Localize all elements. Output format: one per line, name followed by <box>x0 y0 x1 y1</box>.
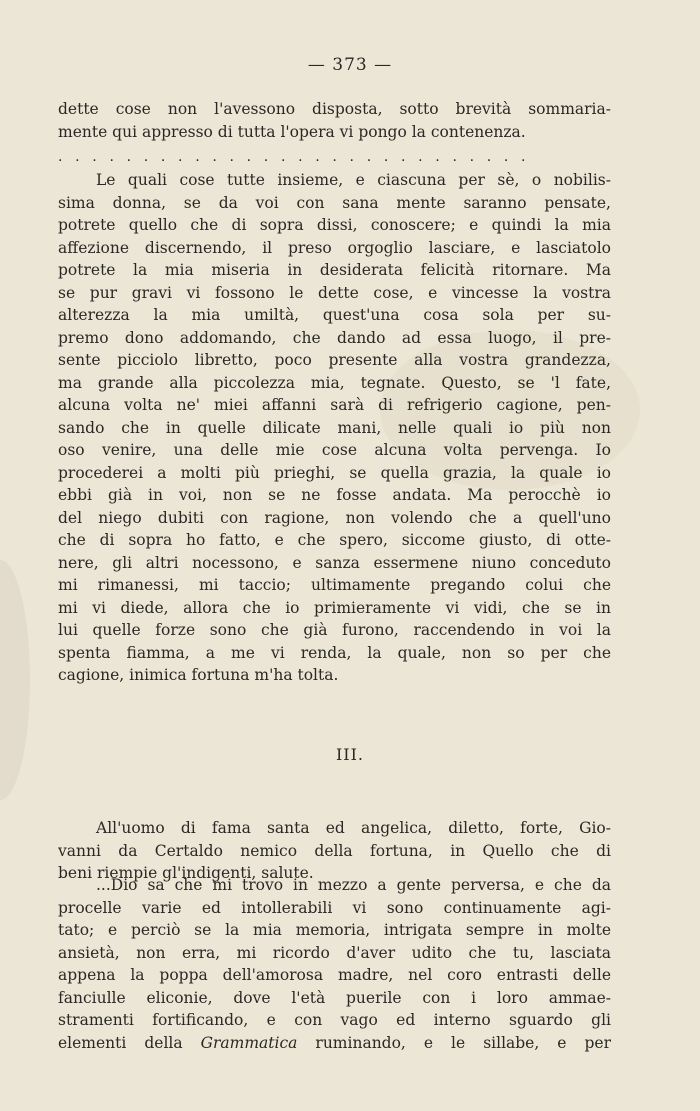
text-line: beni riempie gl'indigenti, salute. <box>58 864 314 882</box>
text-line: ansietà, non erra, mi ricordo d'aver udito che tu, lasciata <box>58 943 611 962</box>
paragraph-letter-closing <box>58 169 611 687</box>
page-number: — 373 — <box>307 55 393 75</box>
text-line-with-italic <box>58 1032 611 1055</box>
text-line: potrete la mia miseria in desiderata felicità ritornare. Ma <box>58 261 611 279</box>
text-line: affezione discernendo, il preso orgoglio lasciare, e lasciatolo <box>58 238 611 257</box>
paragraph-letter-body <box>58 874 611 1054</box>
italic-title: Grammatica <box>200 1033 298 1052</box>
text-line: cagione, inimica fortuna m'ha tolta. <box>58 666 339 684</box>
text-line: premo dono addomando, che dando ad essa luogo, il pre- <box>58 328 611 347</box>
omission-dots: ............................ <box>58 149 539 165</box>
text-line: oso venire, una delle mie cose alcuna volta pervenga. Io <box>58 441 611 459</box>
text-line: alcuna volta ne' miei affanni sarà di refrigerio cagione, pen- <box>58 396 611 414</box>
text-line: che di sopra ho fatto, e che spero, siccome giusto, di otte- <box>58 531 611 549</box>
paper-stain <box>0 560 30 800</box>
text-line: Le quali cose tutte insieme, e ciascuna per sè, o nobilis- <box>96 171 611 189</box>
text-line: lui quelle forze sono che già furono, raccendendo in voi la <box>58 621 611 639</box>
text-line: ma grande alla piccolezza mia, tegnate. Questo, se 'l fate, <box>58 373 611 392</box>
text-line: vanni da Certaldo nemico della fortuna, in Quello che di <box>58 841 611 860</box>
text-line: mi vi diede, allora che io primieramente vi vidi, che se in <box>58 598 611 617</box>
text-line: mi rimanessi, mi taccio; ultimamente pregando colui che <box>58 576 611 594</box>
ellipsis-row <box>58 146 611 168</box>
text-line: spenta fiamma, a me vi renda, la quale, non so per che <box>58 643 611 662</box>
text-line: appena la poppa dell'amorosa madre, nel coro entrasti delle <box>58 966 611 984</box>
text-line: potrete quello che di sopra dissi, conoscere; e quindi la mia <box>58 216 611 234</box>
text-fragment: elementi della <box>58 1033 201 1052</box>
text-line: ...Dio sa che mi trovo in mezzo a gente perversa, e che da <box>96 876 611 894</box>
text-line: sima donna, se da voi con sana mente saranno pensate, <box>58 193 611 212</box>
text-line: sando che in quelle dilicate mani, nelle quali io più non <box>58 418 611 437</box>
text-line: ebbi già in voi, non se ne fosse andata. Ma perocchè io <box>58 486 611 504</box>
text-line: alterezza la mia umiltà, quest'una cosa sola per su- <box>58 306 611 324</box>
section-heading: III. <box>335 745 365 764</box>
text-line: del niego dubiti con ragione, non volendo che a quell'uno <box>58 508 611 527</box>
text-line: tato; e perciò se la mia memoria, intrigata sempre in molte <box>58 921 611 939</box>
text-fragment: ruminando, e le sillabe, e per <box>297 1033 611 1052</box>
text-line: nere, gli altri nocessono, e sanza essermene niuno conceduto <box>58 553 611 572</box>
text-line: All'uomo di fama santa ed angelica, diletto, forte, Gio- <box>96 819 611 837</box>
intro-text <box>58 98 611 143</box>
text-line: dette cose non l'avessono disposta, sotto brevità sommaria- <box>58 100 611 118</box>
text-line: procederei a molti più prieghi, se quella grazia, la quale io <box>58 463 611 482</box>
text-line: sente picciolo libretto, poco presente alla vostra grandezza, <box>58 351 611 369</box>
text-line: se pur gravi vi fossono le dette cose, e vincesse la vostra <box>58 283 611 302</box>
text-line: procelle varie ed intollerabili vi sono continuamente agi- <box>58 898 611 917</box>
text-line: stramenti fortificando, e con vago ed interno sguardo gli <box>58 1011 611 1029</box>
text-line: mente qui appresso di tutta l'opera vi pongo la contenenza. <box>58 122 526 141</box>
text-line: fanciulle eliconie, dove l'età puerile con i loro ammae- <box>58 988 611 1007</box>
